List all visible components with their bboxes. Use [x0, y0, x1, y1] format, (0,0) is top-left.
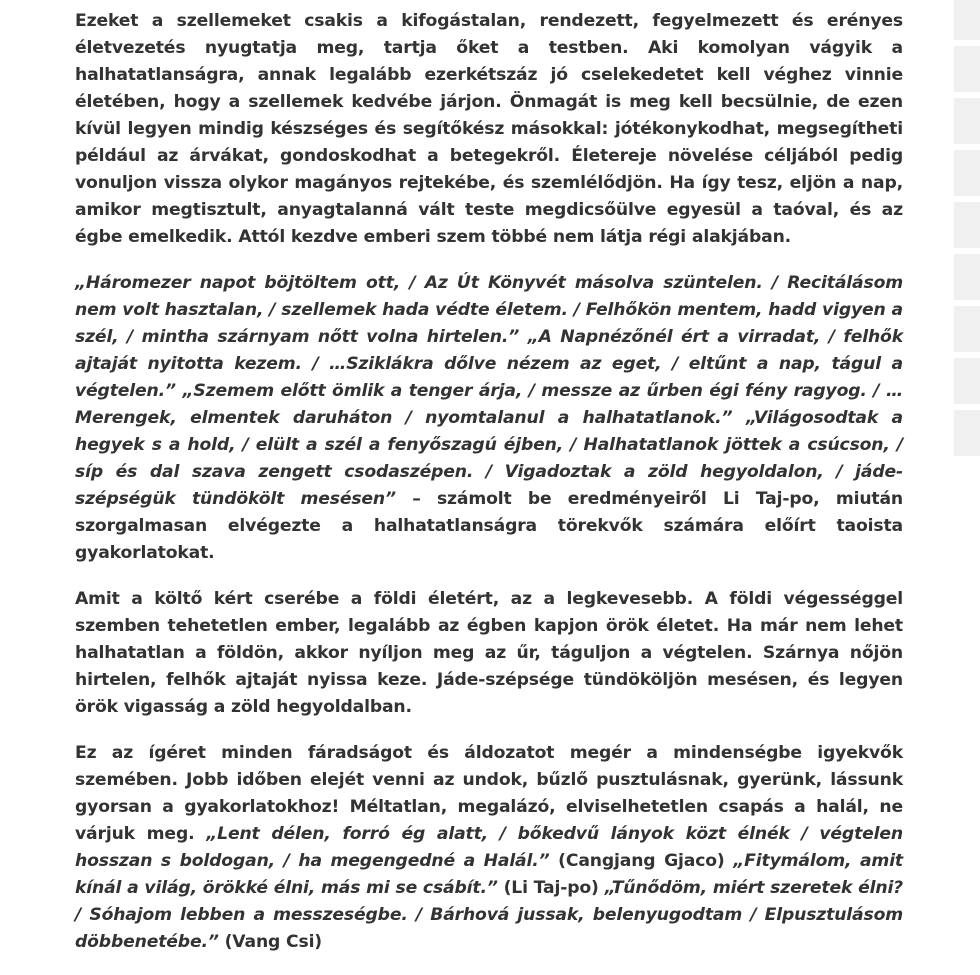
- side-tab-4[interactable]: [954, 150, 980, 196]
- quote-li-taj-po: „Fitymálom, amit kínál a világ, örökké élni, más mi se csábít.”: [75, 851, 903, 898]
- paragraph-2: [75, 270, 903, 567]
- attribution-li-taj-po: (Li Taj-po): [497, 878, 605, 898]
- poem-quote: „Háromezer napot böjtöltem ott, / Az Út Könyvét másolva szüntelen. / Recitálásom nem volt hasztalan, / szellemek hada védte életem. / Felhőkön mentem, hadd vigyen a szél, / mintha szárnyam nőtt volna hirtelen.” „A Napnézőnél ért a virradat, / felhők ajtaját nyitotta kezem. / …Sziklákra dőlve nézem az eget, / eltűnt a nap, tágul a végtelen.” „Szemem előtt ömlik a tenger árja, / messze az űrben égi fény ragyog. / …Merengek, elmentek daruháton / nyomtalanul a halhatatlanok.” „Világosodtak a hegyek s a hold, / elült a szél a fenyőszagú éjben, / Halhatatlanok jöttek a csúcson, / síp és dal szava zengett csodaszépen. / Vigadoztak a zöld hegyoldalon, / jáde-szépségük tündökölt mesésen”: [75, 273, 903, 509]
- side-tab-3[interactable]: [954, 98, 980, 144]
- side-tab-2[interactable]: [954, 46, 980, 92]
- paragraph-2-text: – számolt be eredményeiről Li Taj-po, miután szorgalmasan elvégezte a halhatatlanságra törekvők számára előírt taoista gyakorlatokat.: [75, 489, 904, 563]
- quote-cangjang-gjaco: „Lent délen, forró ég alatt, / bőkedvű lányok közt élnék / végtelen hosszan s boldogan, / ha megengedné a Halál.”: [75, 824, 903, 871]
- side-tab-5[interactable]: [954, 202, 980, 248]
- article-body: [75, 8, 903, 975]
- side-tab-7[interactable]: [954, 306, 980, 352]
- quote-vang-csi: „Tűnődöm, miért szeretek élni? / Sóhajom lebben a messzeségbe. / Bárhová jussak, belenyugodtam / Elpusztulásom döbbenetébe.”: [75, 878, 904, 952]
- side-tab-1[interactable]: [954, 0, 980, 40]
- paragraph-3: Amit a költő kért cserébe a földi életért, az a legkevesebb. A földi végességgel szemben tehetetlen ember, legalább az égben kapjon örök életet. Ha már nem lehet halhatatlan a földön, akkor nyíljon meg az űr, táguljon a végtelen. Szárnya nőjön hirtelen, felhők ajtaját nyissa keze. Jáde-szépsége tündököljön mesésen, és legyen örök vigasság a zöld hegyoldalban.: [75, 589, 903, 717]
- attribution-cangjang-gjaco: (Cangjang Gjaco): [549, 851, 734, 871]
- side-tab-9[interactable]: [954, 410, 980, 456]
- paragraph-4: [75, 740, 903, 956]
- paragraph-1: Ezeket a szellemeket csakis a kifogástalan, rendezett, fegyelmezett és erényes életvezetés nyugtatja meg, tartja őket a testben. Aki komolyan vágyik a halhatatlanságra, annak legalább ezerkétszáz jó cselekedetet kell véghez vinnie életében, hogy a szellemek kedvébe járjon. Önmagát is meg kell becsülnie, de ezen kívül legyen mindig készséges és segítőkész másokkal: jótékonykodhat, megsegítheti például az árvákat, gondoskodhat a betegekről. Életereje növelése céljából pedig vonuljon vissza olykor magányos rejtekébe, és szemlélődjön. Ha így tesz, eljön a nap, amikor megtisztult, anyagtalanná vált teste megdicsőülve egyesül a taóval, és az égbe emelkedik. Attól kezdve emberi szem többé nem látja régi alakjában.: [75, 11, 903, 247]
- paragraph-4-text: Ez az ígéret minden fáradságot és áldozatot megér a mindenségbe igyekvők szemében. Jobb időben elejét venni az undok, bűzlő pusztulásnak, gyerünk, lássunk gyorsan a gyakorlatokhoz! Méltatlan, megalázó, elviselhetetlen csapás a halál, ne várjuk meg.: [75, 743, 903, 844]
- side-tab-8[interactable]: [954, 358, 980, 404]
- side-share-rail: [954, 0, 980, 924]
- attribution-vang-csi: (Vang Csi): [218, 932, 323, 952]
- side-tab-6[interactable]: [954, 254, 980, 300]
